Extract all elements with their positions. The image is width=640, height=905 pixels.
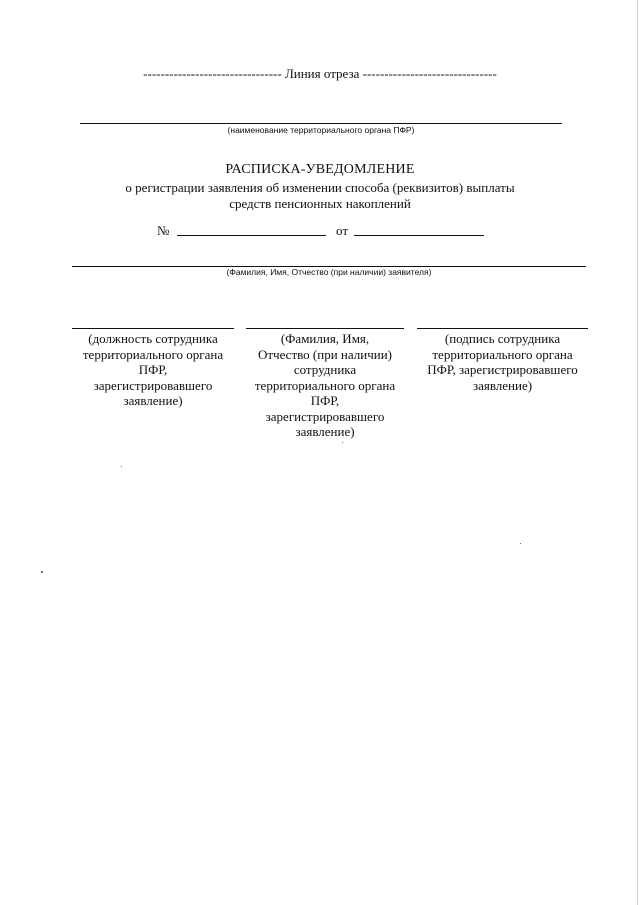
number-field-line — [177, 235, 326, 236]
employee-name-line — [246, 328, 404, 329]
cut-line-left-dashes: -------------------------------- — [143, 66, 282, 81]
caption-line: (Фамилия, Имя, — [280, 331, 370, 346]
employee-signature-caption — [417, 331, 588, 393]
caption-line: (подпись сотрудника — [444, 331, 561, 346]
caption-line: территориального органа — [82, 346, 224, 362]
document-subtitle-line2: средств пенсионных накоплений — [229, 196, 411, 211]
date-label: от — [336, 223, 349, 238]
document-subtitle-line1: о регистрации заявления об изменении способа (реквизитов) выплаты — [125, 180, 515, 195]
caption-line: заявление) — [295, 424, 355, 439]
caption-line: заявление) — [123, 393, 183, 408]
cut-line — [0, 66, 640, 82]
cut-line-label: Линия отреза — [284, 66, 360, 81]
caption-line: Отчество (при наличии) — [257, 346, 392, 362]
employee-name-caption — [246, 331, 404, 440]
scan-speck — [41, 571, 43, 573]
caption-line: (должность сотрудника — [88, 331, 218, 346]
caption-line: ПФР, зарегистрировавшего — [427, 362, 578, 377]
employee-position-line — [72, 328, 234, 329]
scan-speck — [121, 466, 122, 467]
cut-line-right-dashes: ------------------------------- — [362, 66, 497, 81]
scan-speck — [520, 543, 521, 544]
applicant-name-caption: (Фамилия, Имя, Отчество (при наличии) заявителя) — [226, 267, 432, 277]
caption-line: ПФР, — [138, 362, 168, 377]
caption-line: территориального органа — [254, 377, 396, 393]
caption-line: ПФР, — [310, 393, 340, 408]
document-title: РАСПИСКА-УВЕДОМЛЕНИЕ — [225, 162, 415, 177]
scan-edge — [637, 0, 638, 905]
caption-line: зарегистрировавшего — [93, 377, 213, 393]
org-name-caption: (наименование территориального органа ПФР) — [227, 125, 415, 135]
scan-speck — [342, 442, 343, 443]
caption-line: зарегистрировавшего — [265, 408, 385, 424]
employee-position-caption — [72, 331, 234, 409]
org-name-line — [80, 123, 562, 124]
caption-line: заявление) — [472, 377, 533, 393]
caption-line: территориального органа — [432, 346, 573, 362]
date-field-line — [354, 235, 484, 236]
caption-line: сотрудника — [293, 362, 357, 377]
number-label: № — [157, 223, 170, 238]
employee-signature-line — [417, 328, 588, 329]
